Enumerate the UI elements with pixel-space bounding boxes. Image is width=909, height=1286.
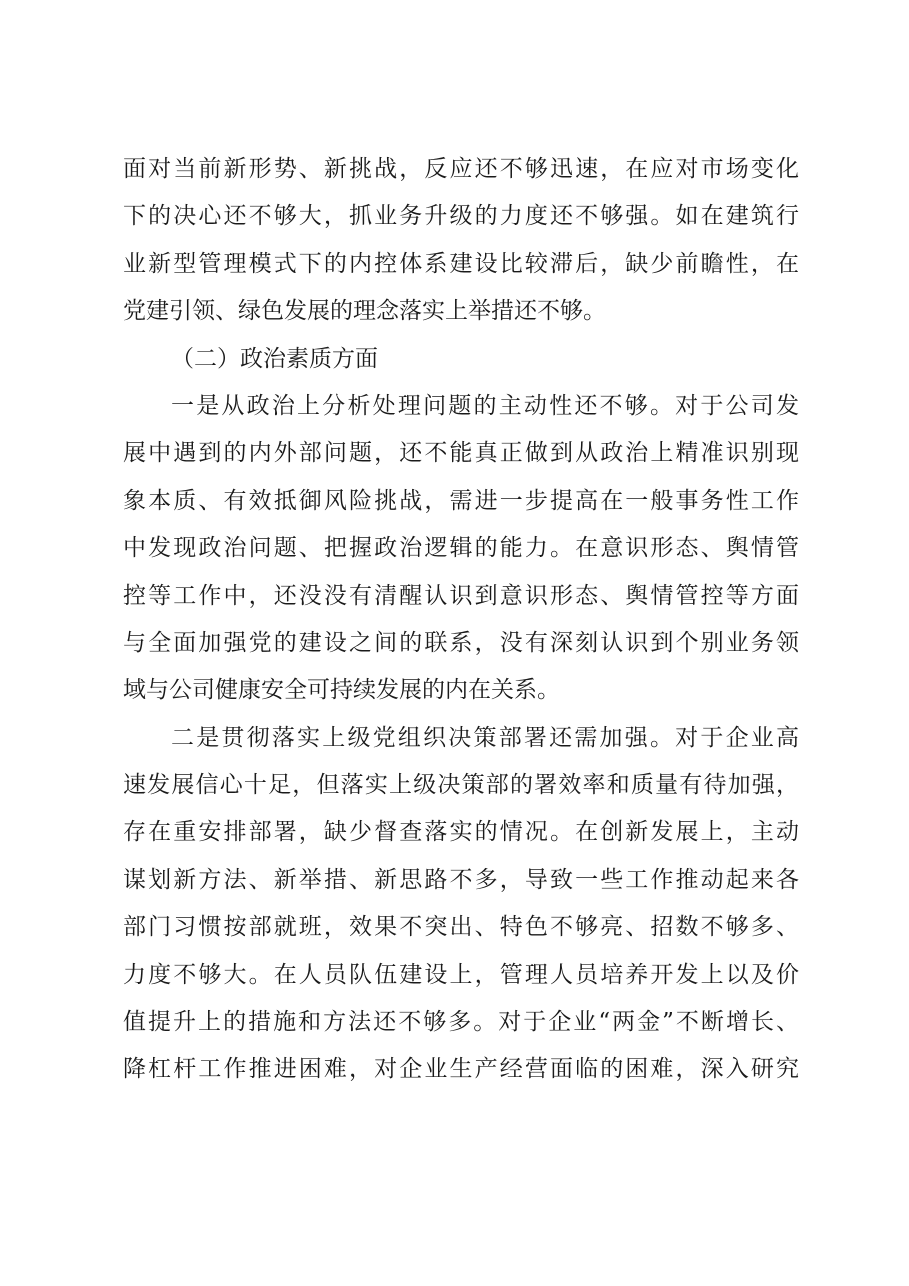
paragraph-political-analysis xyxy=(123,383,799,715)
text-line: 值提升上的措施和方法还不够多。对于企业“两金”不断增长、 xyxy=(123,1009,799,1036)
text-line: 与全面加强党的建设之间的联系，没有深刻认识到个别业务领 xyxy=(123,629,799,656)
text-line: 象本质、有效抵御风险挑战，需进一步提高在一般事务性工作 xyxy=(123,487,799,514)
text-line: 力度不够大。在人员队伍建设上，管理人员培养开发上以及价 xyxy=(123,961,799,988)
heading-text: （二）政治素质方面 xyxy=(171,345,378,372)
text-line: 存在重安排部署，缺少督查落实的情况。在创新发展上，主动 xyxy=(123,819,799,846)
paragraph-continuation xyxy=(123,146,799,336)
text-line: 下的决心还不够大，抓业务升级的力度还不够强。如在建筑行 xyxy=(123,203,799,230)
text-line: 谋划新方法、新举措、新思路不多，导致一些工作推动起来各 xyxy=(123,866,799,893)
text-line: 速发展信心十足，但落实上级决策部的署效率和质量有待加强， xyxy=(123,772,799,799)
text-line: 部门习惯按部就班，效果不突出、特色不够亮、招数不够多、 xyxy=(123,914,799,941)
text-line: 面对当前新形势、新挑战，反应还不够迅速，在应对市场变化 xyxy=(123,156,799,182)
text-line: 展中遇到的内外部问题，还不能真正做到从政治上精准识别现 xyxy=(123,440,799,467)
text-line: 控等工作中，还没没有清醒认识到意识形态、舆情管控等方面 xyxy=(123,582,799,609)
paragraph-implementation xyxy=(123,715,799,1094)
text-line: 二是贯彻落实上级党组织决策部署还需加强。对于企业高 xyxy=(171,724,799,751)
text-line: 业新型管理模式下的内控体系建设比较滞后，缺少前瞻性，在 xyxy=(123,250,799,277)
text-line: 降杠杆工作推进困难，对企业生产经营面临的困难，深入研究 xyxy=(123,1056,799,1083)
text-line: 中发现政治问题、把握政治逻辑的能力。在意识形态、舆情管 xyxy=(123,535,799,562)
section-heading xyxy=(123,336,799,383)
text-line: 党建引领、绿色发展的理念落实上举措还不够。 xyxy=(123,298,606,325)
text-line: 一是从政治上分析处理问题的主动性还不够。对于公司发 xyxy=(171,392,799,419)
text-line: 域与公司健康安全可持续发展的内在关系。 xyxy=(123,677,560,704)
document-body xyxy=(123,146,799,1094)
